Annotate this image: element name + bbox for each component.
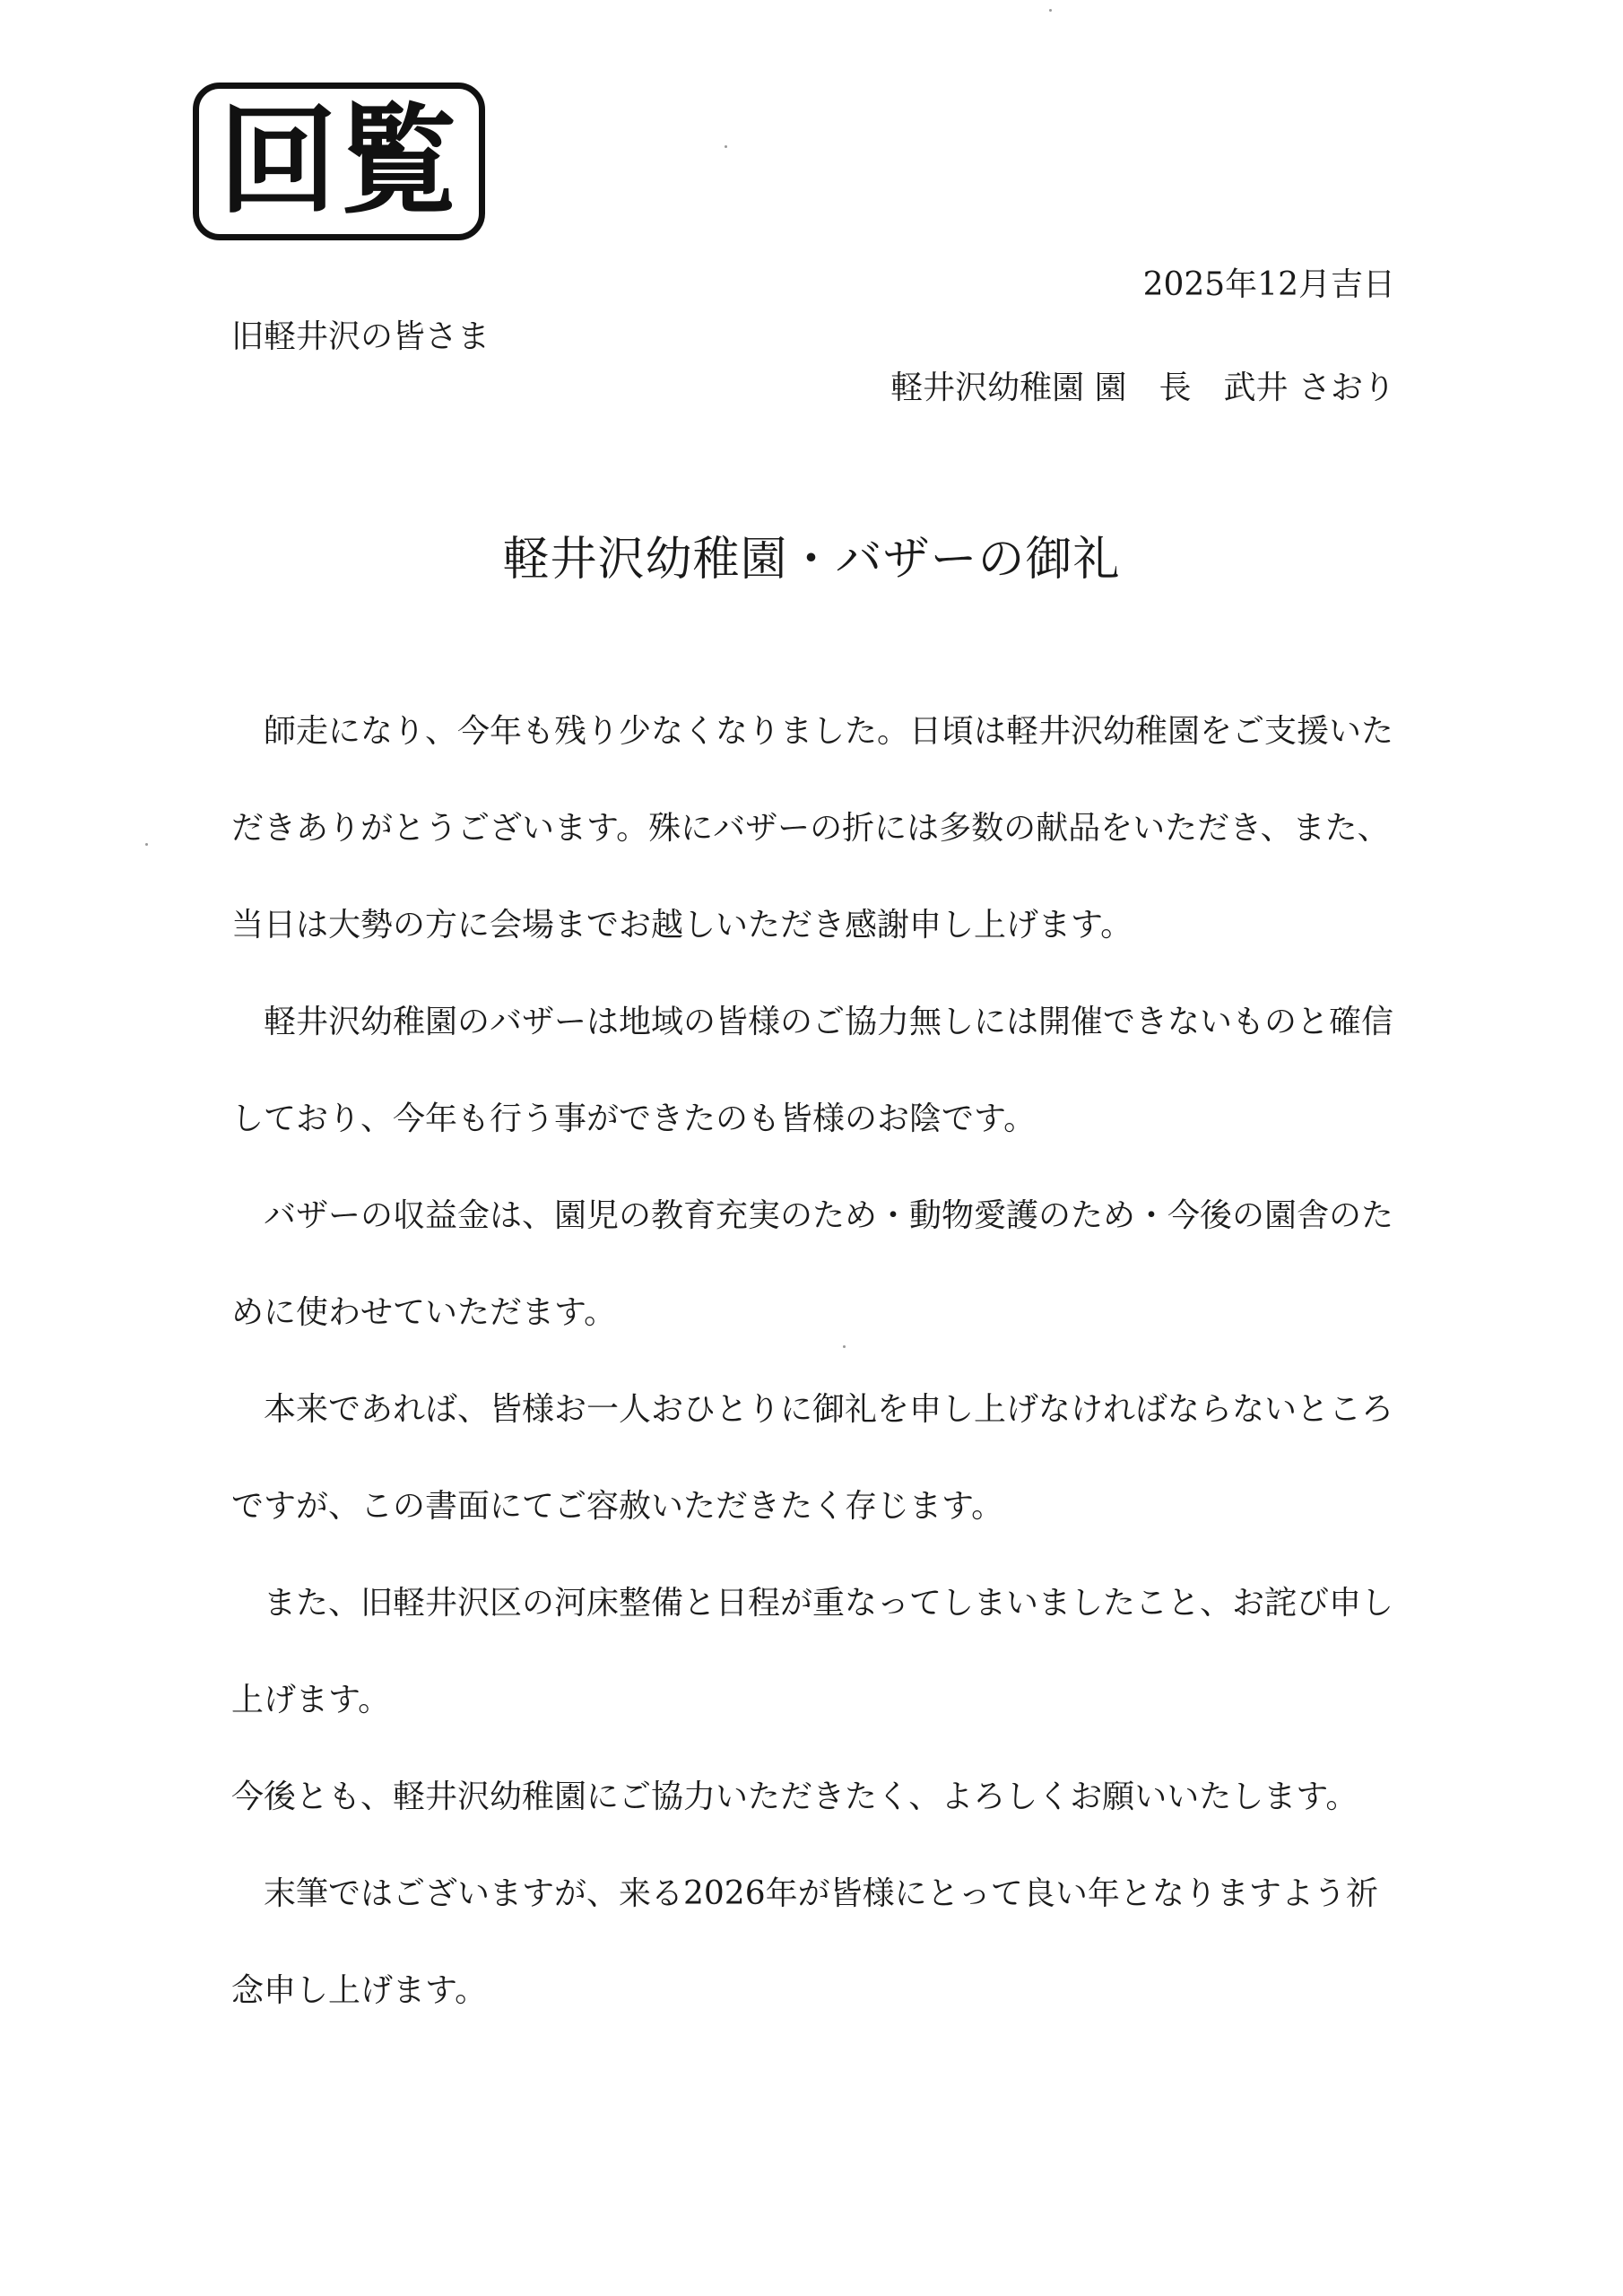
circulation-stamp bbox=[193, 83, 485, 240]
letter-date: 2025年12月吉日 bbox=[1142, 266, 1395, 303]
scan-speck bbox=[145, 843, 148, 846]
paragraph: 本来であれば、皆様お一人おひとりに御礼を申し上げなければならないところですが、この書面にてご容赦いただきたく存じます。 bbox=[231, 1391, 1394, 1525]
stamp-text: 回覧 bbox=[219, 92, 459, 230]
paragraph: 軽井沢幼稚園のバザーは地域の皆様のご協力無しには開催できないものと確信しており、今年も行う事ができたのも皆様のお陰です。 bbox=[231, 1004, 1394, 1137]
paragraph: 末筆ではございますが、来る2026年が皆様にとって良い年となりますよう祈念申し上げます。 bbox=[231, 1875, 1378, 2009]
paragraph: 師走になり、今年も残り少なくなりました。日頃は軽井沢幼稚園をご支援いただきありがとうございます。殊にバザーの折には多数の献品をいただき、また、当日は大勢の方に会場までお越しいただき感謝申し上げます。 bbox=[231, 713, 1394, 944]
scan-speck bbox=[843, 1345, 846, 1348]
letter-title: 軽井沢幼稚園・バザーの御礼 bbox=[502, 533, 1121, 587]
paragraph: 今後とも、軽井沢幼稚園にご協力いただきたく、よろしくお願いいたします。 bbox=[231, 1779, 1358, 1815]
scan-speck bbox=[1049, 9, 1052, 12]
paragraph: また、旧軽井沢区の河床整備と日程が重なってしまいましたこと、お詫び申し上げます。 bbox=[231, 1585, 1394, 1718]
scan-speck bbox=[725, 145, 727, 148]
addressee: 旧軽井沢の皆さま bbox=[231, 318, 490, 355]
sender: 軽井沢幼稚園 園 長 武井 さおり bbox=[890, 370, 1395, 406]
paragraph: バザーの収益金は、園児の教育充実のため・動物愛護のため・今後の園舎のために使わせていただます。 bbox=[231, 1197, 1394, 1331]
letter-body bbox=[231, 683, 1397, 2039]
